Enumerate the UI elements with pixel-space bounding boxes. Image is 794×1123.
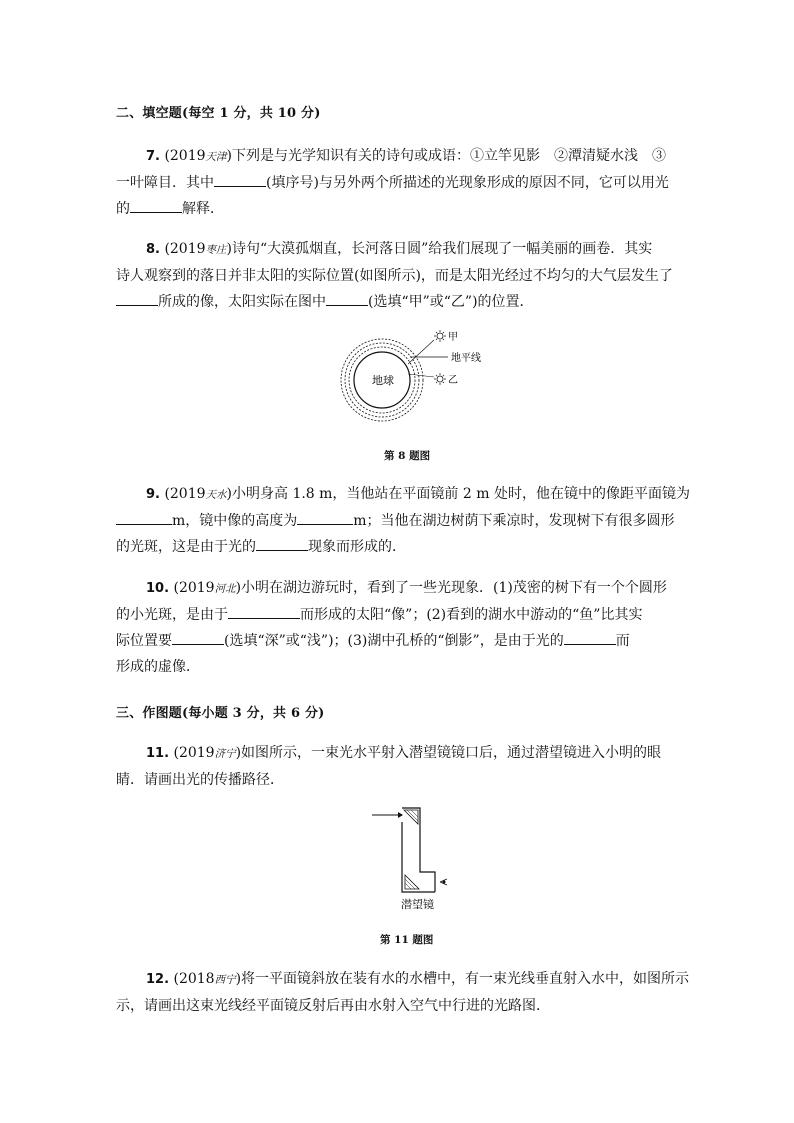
q9-text-3a: 的光斑，这是由于光的 <box>116 539 256 555</box>
q9-text-2a: m，镜中像的高度为 <box>172 513 298 529</box>
sun-jia-pointer <box>408 340 434 364</box>
horizon-label: 地平线 <box>451 353 481 364</box>
q7-blank-1[interactable] <box>214 172 266 187</box>
sun-yi-pointer <box>408 374 434 377</box>
q12-number: 12. <box>146 972 170 987</box>
q11-number: 11. <box>146 746 170 761</box>
figure-8-earth-atmosphere <box>330 320 490 430</box>
q10-text-1: )小明在湖边游玩时，看到了一些光现象．(1)茂密的树下有一个个圆形 <box>235 580 667 596</box>
q9-source: 天水 <box>205 489 227 501</box>
q7-year: (2019 <box>164 148 206 164</box>
q11-text-2: 睛．请画出光的传播路径． <box>116 772 284 788</box>
q7-line-3 <box>116 196 691 222</box>
q12-line-2 <box>116 993 691 1019</box>
q9-text-3b: 现象而形成的． <box>308 539 406 555</box>
earth-label: 地球 <box>372 374 394 387</box>
q7-source: 天津 <box>205 151 227 163</box>
periscope-outer-wall <box>402 808 435 892</box>
q9-line-1 <box>116 481 691 508</box>
q10-text-2a: 的小光斑，是由于 <box>116 607 228 623</box>
q9-number: 9. <box>146 487 160 502</box>
q9-year: (2019 <box>164 486 206 502</box>
q12-text-2: 示，请画出这束光线经平面镜反射后再由水射入空气中行进的光路图． <box>116 998 550 1014</box>
q7-text-2b: (填序号)与另外两个所描述的光现象形成的原因不同，它可以用光 <box>266 175 669 191</box>
q8-blank-2[interactable] <box>326 291 368 306</box>
q7-text-3a: 的 <box>116 201 130 217</box>
q12-line-1 <box>116 966 691 993</box>
q10-text-2b: 而形成的太阳“像”；(2)看到的湖水中游动的“鱼”比其实 <box>300 607 643 623</box>
q8-source: 枣庄 <box>205 244 227 256</box>
q8-text-2: 诗人观察到的落日并非太阳的实际位置(如图所示)，而是太阳光经过不均匀的大气层发生了 <box>116 268 673 284</box>
q10-text-3a: 际位置要 <box>116 633 172 649</box>
q11-year: (2019 <box>173 745 215 761</box>
q11-line-1 <box>116 740 691 767</box>
q10-year: (2019 <box>173 580 215 596</box>
q10-blank-3[interactable] <box>564 630 616 645</box>
q12-text-1: )将一平面镜斜放在装有水的水槽中，有一束光线垂直射入水中，如图所示 <box>235 971 690 987</box>
q11-line-2 <box>116 767 691 793</box>
q8-number: 8. <box>146 242 160 257</box>
eye-icon <box>440 879 447 885</box>
top-mirror <box>404 810 418 824</box>
figure-11-caption: 第 11 题图 <box>380 934 434 946</box>
question-11 <box>116 740 691 793</box>
periscope-inner-wall <box>402 822 435 892</box>
q10-text-3b: (选填“深”或“浅”)；(3)湖中孔桥的“倒影”，是由于光的 <box>224 633 564 649</box>
q8-text-3b: (选填“甲”或“乙”)的位置． <box>368 294 534 310</box>
q10-line-1 <box>116 575 691 602</box>
incident-ray-arrow <box>398 812 403 818</box>
q10-blank-1[interactable] <box>228 604 300 619</box>
figure-11-periscope <box>370 800 460 915</box>
q9-line-3 <box>116 534 691 560</box>
q8-text-3a: 所成的像，太阳实际在图中 <box>158 294 326 310</box>
section-heading-drawing: 三、作图题(每小题 3 分，共 6 分) <box>116 706 325 721</box>
q8-text-1: )诗句“大漠孤烟直，长河落日圆”给我们展现了一幅美丽的画卷．其实 <box>226 241 653 257</box>
figure-8-caption: 第 8 题图 <box>384 450 431 462</box>
q7-text-3b: 解释． <box>182 201 224 217</box>
q12-source: 西宁 <box>214 974 236 986</box>
q7-text-1: )下列是与光学知识有关的诗句或成语：①立竿见影 ②潭清疑水浅 ③ <box>226 148 666 164</box>
q8-line-1 <box>116 236 691 263</box>
sun-yi-icon <box>434 373 446 385</box>
q10-text-4: 形成的虚像． <box>116 659 200 675</box>
q10-source: 河北 <box>214 583 236 595</box>
q9-text-2b: m；当他在湖边树荫下乘凉时，发现树下有很多圆形 <box>353 513 675 529</box>
q10-line-4 <box>116 654 691 680</box>
q7-line-1 <box>116 143 691 170</box>
jia-label: 甲 <box>448 332 458 343</box>
question-8 <box>116 236 691 315</box>
question-9 <box>116 481 691 560</box>
q8-blank-1[interactable] <box>116 291 158 306</box>
q9-blank-3[interactable] <box>256 536 308 551</box>
q9-line-2 <box>116 508 691 534</box>
question-12 <box>116 966 691 1019</box>
sun-jia-icon <box>434 330 446 342</box>
q10-line-3 <box>116 628 691 654</box>
q7-blank-2[interactable] <box>130 198 182 213</box>
q11-source: 济宁 <box>214 748 236 760</box>
q7-line-2 <box>116 170 691 196</box>
q8-year: (2019 <box>164 241 206 257</box>
q8-line-3 <box>116 289 691 315</box>
q11-text-1: )如图所示，一束光水平射入潜望镜镜口后，通过潜望镜进入小明的眼 <box>235 745 662 761</box>
yi-label: 乙 <box>448 375 458 386</box>
q10-line-2 <box>116 602 691 628</box>
question-7 <box>116 143 691 222</box>
q7-number: 7. <box>146 149 160 164</box>
q7-text-2a: 一叶障目．其中 <box>116 175 214 191</box>
section-heading-fill-in: 二、填空题(每空 1 分，共 10 分) <box>116 106 321 121</box>
question-10 <box>116 575 691 680</box>
q9-blank-2[interactable] <box>297 510 353 525</box>
q10-blank-2[interactable] <box>172 630 224 645</box>
q10-text-3c: 而 <box>615 633 630 649</box>
q9-blank-1[interactable] <box>116 510 172 525</box>
periscope-label: 潜望镜 <box>401 898 434 911</box>
q9-text-1: )小明身高 1.8 m，当他站在平面镜前 2 m 处时，他在镜中的像距平面镜为 <box>226 486 690 502</box>
q8-line-2 <box>116 263 691 289</box>
q12-year: (2018 <box>173 971 215 987</box>
q10-number: 10. <box>146 581 170 596</box>
bottom-mirror <box>405 875 419 889</box>
